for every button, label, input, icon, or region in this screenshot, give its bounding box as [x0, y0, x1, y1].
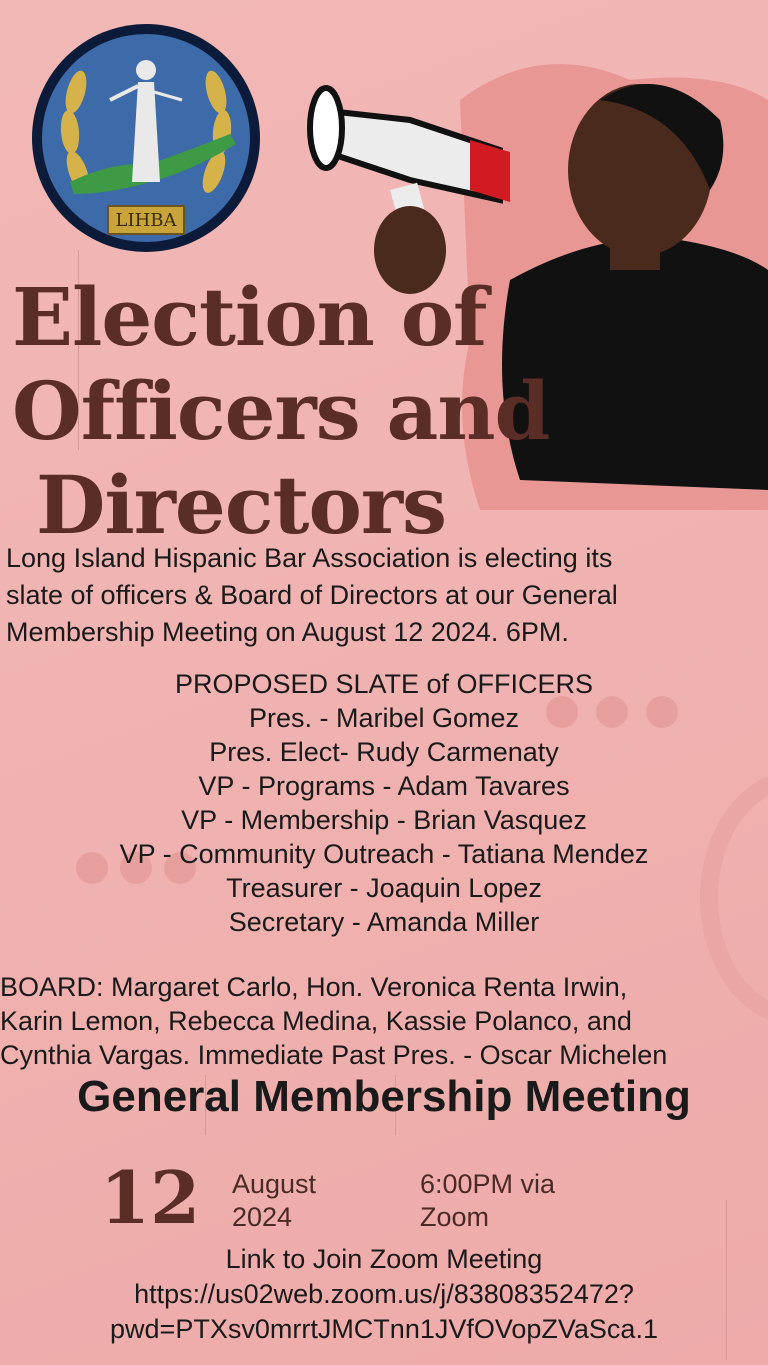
intro-line: Long Island Hispanic Bar Association is electing its: [6, 543, 613, 573]
title-line: Officers and: [12, 364, 550, 458]
lihba-logo: [30, 22, 262, 254]
board-line: BOARD: Margaret Carlo, Hon. Veronica Renta Irwin,: [0, 972, 628, 1002]
zoom-label: Link to Join Zoom Meeting: [225, 1244, 543, 1274]
meeting-day: 12: [100, 1155, 201, 1240]
intro-paragraph: [6, 540, 766, 651]
page-title: [12, 270, 572, 552]
title-line: Election of: [12, 270, 487, 364]
slate-item: VP - Membership - Brian Vasquez: [181, 805, 587, 835]
title-line: Directors: [36, 458, 447, 552]
board-members: [0, 970, 768, 1072]
board-line: Karin Lemon, Rebecca Medina, Kassie Polanco, and: [0, 1006, 632, 1036]
meeting-platform: Zoom: [420, 1202, 490, 1232]
zoom-link-block: [0, 1242, 768, 1347]
board-line: Cynthia Vargas. Immediate Past Pres. - Oscar Michelen: [0, 1040, 668, 1070]
meeting-month: August: [232, 1169, 317, 1199]
intro-line: slate of officers & Board of Directors at our General: [6, 580, 618, 610]
meeting-date: [232, 1168, 316, 1234]
slate-item: VP - Community Outreach - Tatiana Mendez: [119, 839, 649, 869]
svg-text:LIHBA: LIHBA: [115, 210, 177, 231]
slate-item: Secretary - Amanda Miller: [228, 907, 540, 937]
meeting-time: [420, 1168, 555, 1234]
zoom-url-line[interactable]: https://us02web.zoom.us/j/83808352472?: [134, 1279, 634, 1309]
meeting-heading: General Membership Meeting: [77, 1072, 691, 1121]
intro-line: Membership Meeting on August 12 2024. 6PM.: [6, 617, 569, 647]
meeting-time-text: 6:00PM via: [420, 1169, 556, 1199]
slate-item: VP - Programs - Adam Tavares: [198, 771, 570, 801]
slate-heading: PROPOSED SLATE of OFFICERS: [174, 669, 594, 699]
officer-slate: [0, 667, 768, 939]
zoom-url-line[interactable]: pwd=PTXsv0mrrtJMCTnn1JVfOVopZVaSca.1: [110, 1314, 658, 1344]
slate-item: Pres. Elect- Rudy Carmenaty: [209, 737, 559, 767]
slate-item: Pres. - Maribel Gomez: [248, 703, 520, 733]
slate-item: Treasurer - Joaquin Lopez: [226, 873, 542, 903]
meeting-year: 2024: [232, 1202, 293, 1232]
